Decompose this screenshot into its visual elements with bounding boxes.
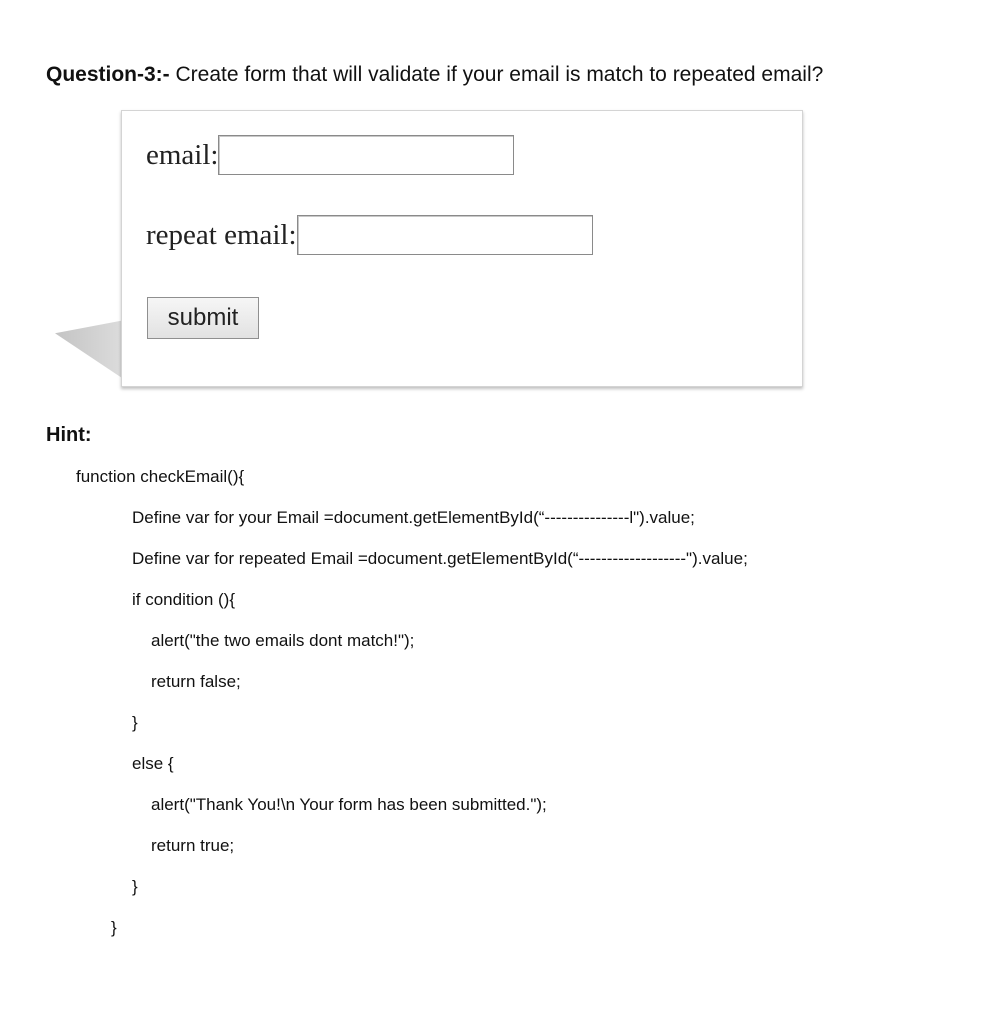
code-line-alert-thanks: alert("Thank You!\n Your form has been submitted.");	[151, 795, 547, 814]
code-line-else: else {	[132, 754, 174, 773]
code-line-define-repeat: Define var for repeated Email =document.getElementById(“-------------------").value;	[132, 549, 748, 568]
repeat-email-label: repeat email:	[146, 218, 297, 251]
figure-shadow	[55, 320, 125, 380]
submit-button[interactable]: submit	[147, 297, 259, 339]
question-text: Create form that will validate if your email is match to repeated email?	[169, 63, 824, 86]
question-label: Question-3:-	[46, 63, 170, 86]
code-line-close-if: }	[132, 713, 138, 732]
code-line-define-email: Define var for your Email =document.getElementById(“---------------l").value;	[132, 508, 695, 527]
email-input[interactable]	[218, 135, 514, 175]
code-line-function: function checkEmail(){	[76, 467, 245, 486]
email-row	[146, 135, 514, 175]
repeat-email-row	[146, 215, 593, 255]
code-line-close-function: }	[111, 918, 117, 937]
code-line-return-false: return false;	[151, 672, 241, 691]
hint-title: Hint:	[46, 424, 92, 446]
code-line-close-else: }	[132, 877, 138, 896]
form-screenshot-figure	[121, 110, 803, 387]
question-heading	[46, 60, 823, 90]
code-line-alert-mismatch: alert("the two emails dont match!");	[151, 631, 415, 650]
code-line-if: if condition (){	[132, 590, 235, 609]
email-label: email:	[146, 138, 219, 171]
code-line-return-true: return true;	[151, 836, 235, 855]
repeat-email-input[interactable]	[297, 215, 593, 255]
